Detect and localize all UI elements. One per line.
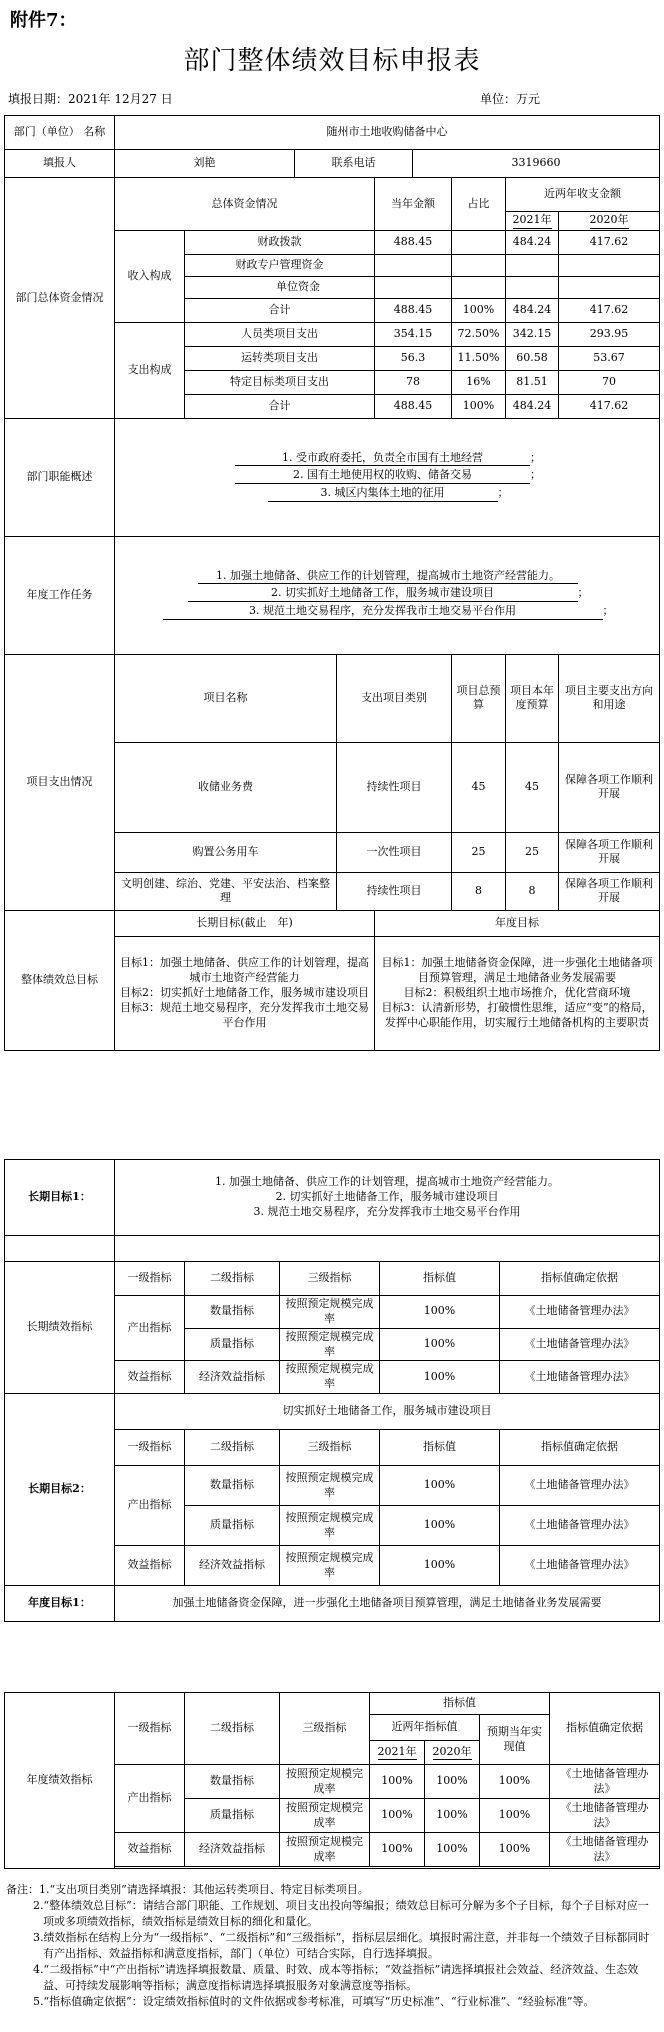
spend-2020: 53.67	[559, 346, 660, 370]
indicator-value: 100%	[380, 1466, 500, 1506]
output-indicator-label: 产出指标	[115, 1296, 185, 1361]
col-project-type: 支出项目类别	[337, 654, 452, 742]
col-project-use: 项目主要支出方向和用途	[559, 654, 660, 742]
overall-goal-label: 整体绩效总目标	[5, 910, 115, 1050]
annual-perf-table	[4, 1692, 660, 1869]
spend-ratio: 100%	[452, 394, 506, 418]
spend-2020: 417.62	[559, 394, 660, 418]
filler-label: 填报人	[5, 150, 115, 178]
spend-2021: 81.51	[506, 370, 559, 394]
project-annual: 25	[506, 832, 559, 872]
income-ratio	[452, 254, 506, 276]
indicator-value: 100%	[380, 1546, 500, 1586]
indicator-basis: 《土地储备管理办法》	[550, 1799, 660, 1833]
duties-content: 1. 受市政府委托，负责全市国有土地经营 ； 2. 国有土地使用权的收购、储备交易 ； 3. 城区内集体土地的征用 ；	[115, 418, 660, 536]
col-basis: 指标值确定依据	[550, 1693, 660, 1765]
task-item: 1. 加强土地储备、供应工作的计划管理，提高城市土地资产经营能力。	[198, 569, 578, 585]
income-current: 488.45	[375, 298, 452, 322]
indicator-basis: 《土地储备管理办法》	[500, 1506, 660, 1546]
value-expected: 100%	[480, 1833, 550, 1867]
col-current-amount: 当年金额	[375, 178, 452, 231]
level2-indicator: 经济效益指标	[185, 1546, 280, 1586]
col-level3: 三级指标	[280, 1262, 380, 1296]
annual-goal-header: 年度目标	[375, 910, 660, 936]
income-2021	[506, 254, 559, 276]
phone-value: 3319660	[413, 150, 660, 178]
spend-2020: 70	[559, 370, 660, 394]
spend-composition-label: 支出构成	[115, 322, 185, 418]
col-project-budget: 项目总预算	[452, 654, 506, 742]
unit-label: 单位：万元	[480, 92, 541, 106]
dept-name-label: 部门（单位） 名称	[5, 116, 115, 150]
project-budget: 8	[452, 872, 506, 910]
col-basis: 指标值确定依据	[500, 1262, 660, 1296]
income-2020: 417.62	[559, 298, 660, 322]
income-ratio: 100%	[452, 298, 506, 322]
col-project-name: 项目名称	[115, 654, 337, 742]
duties-label: 部门职能概述	[5, 418, 115, 536]
income-item-name: 财政专户管理资金	[185, 254, 375, 276]
indicator-basis: 《土地储备管理办法》	[500, 1296, 660, 1329]
col-recent-values: 近两年指标值	[370, 1715, 480, 1741]
indicator-value: 100%	[380, 1506, 500, 1546]
project-annual: 45	[506, 742, 559, 832]
level2-indicator: 数量指标	[185, 1765, 280, 1799]
col-ratio: 占比	[452, 178, 506, 231]
year-2021-header: 2021年	[513, 213, 552, 229]
note-item: 3.绩效指标在结构上分为“一级指标”、“二级指标”和“三级指标”，指标层层细化。填报时需注意，并非每一个绩效子目标都同时有产出指标、效益指标和满意度指标，部门（单位）可结合实际，自行选择填报。	[33, 1930, 650, 1960]
indicator-value: 100%	[380, 1296, 500, 1329]
income-composition-label: 收入构成	[115, 230, 185, 322]
income-2020	[559, 254, 660, 276]
col-level2: 二级指标	[185, 1430, 280, 1466]
project-budget: 25	[452, 832, 506, 872]
duty-item: 3. 城区内集体土地的征用	[268, 486, 498, 502]
project-name: 收储业务费	[115, 742, 337, 832]
income-current: 488.45	[375, 230, 452, 254]
income-item-name: 单位资金	[185, 276, 375, 298]
indicator-value: 100%	[380, 1361, 500, 1394]
project-use: 保障各项工作顺利开展	[559, 742, 660, 832]
long-goal2-label: 长期目标2：	[5, 1394, 115, 1586]
year-2020-header: 2020年	[433, 1745, 472, 1761]
year-2020-header: 2020年	[590, 213, 629, 229]
spend-item-name: 合计	[185, 394, 375, 418]
project-annual: 8	[506, 872, 559, 910]
indicator-basis: 《土地储备管理办法》	[550, 1833, 660, 1867]
level2-indicator: 数量指标	[185, 1466, 280, 1506]
funds-section-label: 部门总体资金情况	[5, 178, 115, 419]
project-use: 保障各项工作顺利开展	[559, 832, 660, 872]
annual-goal1-label: 年度目标1：	[5, 1586, 115, 1622]
spend-ratio: 72.50%	[452, 322, 506, 346]
fill-date: 填报日期：2021年 12月27 日	[8, 92, 173, 106]
col-level2: 二级指标	[185, 1693, 280, 1765]
task-item: 2. 切实抓好土地储备工作，服务城市建设项目	[188, 586, 578, 602]
spend-2021: 342.15	[506, 322, 559, 346]
income-item-name: 财政拨款	[185, 230, 375, 254]
income-2021: 484.24	[506, 298, 559, 322]
long-term-goal-text: 目标1：加强土地储备、供应工作的计划管理，提高城市土地资产经营能力 目标2：切实抓好土地储备工作，服务城市建设项目 目标3：规范土地交易程序，充分发挥我市土地交易平台作用	[115, 936, 375, 1050]
level3-indicator: 按照预定规模完成率	[280, 1799, 370, 1833]
level2-indicator: 经济效益指标	[185, 1833, 280, 1867]
note-item: 4.“二级指标”中“产出指标”请选择填报数量、质量、时效、成本等指标；“效益指标”请选择填报社会效益、经济效益、生态效益、可持续发展影响等指标；满意度指标请选择填报服务对象满意度等指标。	[33, 1962, 639, 1992]
project-type: 一次性项目	[337, 832, 452, 872]
projects-label: 项目支出情况	[5, 654, 115, 910]
spend-ratio: 11.50%	[452, 346, 506, 370]
level3-indicator: 按照预定规模完成率	[280, 1361, 380, 1394]
indicator-basis: 《土地储备管理办法》	[550, 1765, 660, 1799]
annual-perf-label: 年度绩效指标	[5, 1693, 115, 1869]
col-level1: 一级指标	[115, 1693, 185, 1765]
project-type: 持续性项目	[337, 872, 452, 910]
project-use: 保障各项工作顺利开展	[559, 872, 660, 910]
level3-indicator: 按照预定规模完成率	[280, 1506, 380, 1546]
level3-indicator: 按照预定规模完成率	[280, 1466, 380, 1506]
spend-current: 488.45	[375, 394, 452, 418]
spend-2021: 484.24	[506, 394, 559, 418]
long-goal1-text: 1. 加强土地储备、供应工作的计划管理，提高城市土地资产经营能力。 2. 切实抓好土地储备工作，服务城市建设项目 3. 规范土地交易程序，充分发挥我市土地交易平台作用	[115, 1160, 660, 1236]
value-2020: 100%	[425, 1799, 480, 1833]
phone-label: 联系电话	[295, 150, 413, 178]
note-item: 5.“指标值确定依据”：设定绩效指标值时的文件依据或参考标准，可填写“历史标准”、“行业标准”、“经验标准”等。	[33, 1994, 595, 2008]
col-level2: 二级指标	[185, 1262, 280, 1296]
col-value: 指标值	[380, 1262, 500, 1296]
value-expected: 100%	[480, 1799, 550, 1833]
col-value: 指标值	[370, 1693, 550, 1715]
project-type: 持续性项目	[337, 742, 452, 832]
attachment-label: 附件7：	[10, 10, 77, 31]
level3-indicator: 按照预定规模完成率	[280, 1546, 380, 1586]
col-project-annual: 项目本年度预算	[506, 654, 559, 742]
spend-current: 354.15	[375, 322, 452, 346]
income-2020: 417.62	[559, 230, 660, 254]
duty-item: 1. 受市政府委托，负责全市国有土地经营	[235, 451, 530, 467]
income-current	[375, 254, 452, 276]
spend-2021: 60.58	[506, 346, 559, 370]
benefit-indicator-label: 效益指标	[115, 1546, 185, 1586]
note-item: 2.“整体绩效总目标”：请结合部门职能、工作规划、项目支出投向等编报；绩效总目标可分解为多个子目标，每个子目标对应一项或多项绩效指标，绩效指标是绩效目标的细化和量化。	[33, 1898, 649, 1928]
level2-indicator: 质量指标	[185, 1799, 280, 1833]
spend-ratio: 16%	[452, 370, 506, 394]
indicator-value: 100%	[380, 1328, 500, 1361]
level3-indicator: 按照预定规模完成率	[280, 1296, 380, 1329]
funds-table	[4, 115, 660, 1051]
annual-goal-text: 目标1：加强土地储备资金保障，进一步强化土地储备项目预算管理，满足土地储备业务发展需要 目标2：积极组织土地市场推介，优化营商环境 目标3：认清新形势，打破惯性思维，适应“变”的格局，发挥中心职能作用，切实履行土地储备机构的主要职责	[375, 936, 660, 1050]
col-recent-two-years: 近两年收支金额	[506, 178, 660, 212]
annual-goal1-text: 加强土地储备资金保障，进一步强化土地储备项目预算管理，满足土地储备业务发展需要	[115, 1586, 660, 1622]
level3-indicator: 按照预定规模完成率	[280, 1833, 370, 1867]
level2-indicator: 质量指标	[185, 1506, 280, 1546]
long-goal2-text: 切实抓好土地储备工作，服务城市建设项目	[115, 1394, 660, 1430]
value-2021: 100%	[370, 1765, 425, 1799]
level2-indicator: 数量指标	[185, 1296, 280, 1329]
dept-name-value: 随州市土地收购储备中心	[115, 116, 660, 150]
spend-current: 56.3	[375, 346, 452, 370]
note-item: 备注：1.“支出项目类别”请选择填报：其他运转类项目、特定目标类项目。	[6, 1883, 369, 1896]
income-item-name: 合计	[185, 298, 375, 322]
task-item: 3. 规范土地交易程序，充分发挥我市土地交易平台作用	[163, 604, 603, 620]
income-2020	[559, 276, 660, 298]
spend-2020: 293.95	[559, 322, 660, 346]
indicator-basis: 《土地储备管理办法》	[500, 1466, 660, 1506]
spend-current: 78	[375, 370, 452, 394]
long-goal1-label: 长期目标1：	[5, 1160, 115, 1236]
overall-funds-header: 总体资金情况	[115, 178, 375, 231]
long-term-goal-header: 长期目标(截止 年)	[115, 910, 375, 936]
col-level3: 三级指标	[280, 1693, 370, 1765]
spend-item-name: 运转类项目支出	[185, 346, 375, 370]
value-2021: 100%	[370, 1833, 425, 1867]
spend-item-name: 特定目标类项目支出	[185, 370, 375, 394]
indicator-basis: 《土地储备管理办法》	[500, 1546, 660, 1586]
project-budget: 45	[452, 742, 506, 832]
benefit-indicator-label: 效益指标	[115, 1833, 185, 1867]
level2-indicator: 经济效益指标	[185, 1361, 280, 1394]
col-level1: 一级指标	[115, 1262, 185, 1296]
col-value: 指标值	[380, 1430, 500, 1466]
col-level1: 一级指标	[115, 1430, 185, 1466]
value-2020: 100%	[425, 1765, 480, 1799]
project-name: 购置公务用车	[115, 832, 337, 872]
indicator-basis: 《土地储备管理办法》	[500, 1361, 660, 1394]
col-expected-value: 预期当年实现值	[480, 1715, 550, 1765]
col-level3: 三级指标	[280, 1430, 380, 1466]
long-goal-table	[4, 1159, 660, 1622]
income-2021	[506, 276, 559, 298]
year-2021-header: 2021年	[378, 1745, 417, 1761]
income-current	[375, 276, 452, 298]
value-2020: 100%	[425, 1833, 480, 1867]
level3-indicator: 按照预定规模完成率	[280, 1328, 380, 1361]
value-expected: 100%	[480, 1765, 550, 1799]
output-indicator-label: 产出指标	[115, 1466, 185, 1546]
income-2021: 484.24	[506, 230, 559, 254]
notes	[6, 1882, 658, 2010]
long-perf-label: 长期绩效指标	[5, 1262, 115, 1394]
filler-value: 刘艳	[115, 150, 295, 178]
annual-tasks-content: 1. 加强土地储备、供应工作的计划管理，提高城市土地资产经营能力。 2. 切实抓好土地储备工作，服务城市建设项目 ； 3. 规范土地交易程序，充分发挥我市土地交易平台作用 ；	[115, 536, 660, 654]
income-ratio	[452, 230, 506, 254]
level3-indicator: 按照预定规模完成率	[280, 1765, 370, 1799]
annual-tasks-label: 年度工作任务	[5, 536, 115, 654]
duty-item: 2. 国有土地使用权的收购、储备交易	[235, 468, 530, 484]
benefit-indicator-label: 效益指标	[115, 1361, 185, 1394]
output-indicator-label: 产出指标	[115, 1765, 185, 1833]
col-basis: 指标值确定依据	[500, 1430, 660, 1466]
project-name: 文明创建、综治、党建、平安法治、档案整理	[115, 872, 337, 910]
value-2021: 100%	[370, 1799, 425, 1833]
indicator-basis: 《土地储备管理办法》	[500, 1328, 660, 1361]
income-ratio	[452, 276, 506, 298]
spend-item-name: 人员类项目支出	[185, 322, 375, 346]
level2-indicator: 质量指标	[185, 1328, 280, 1361]
page-title: 部门整体绩效目标申报表	[183, 46, 481, 76]
